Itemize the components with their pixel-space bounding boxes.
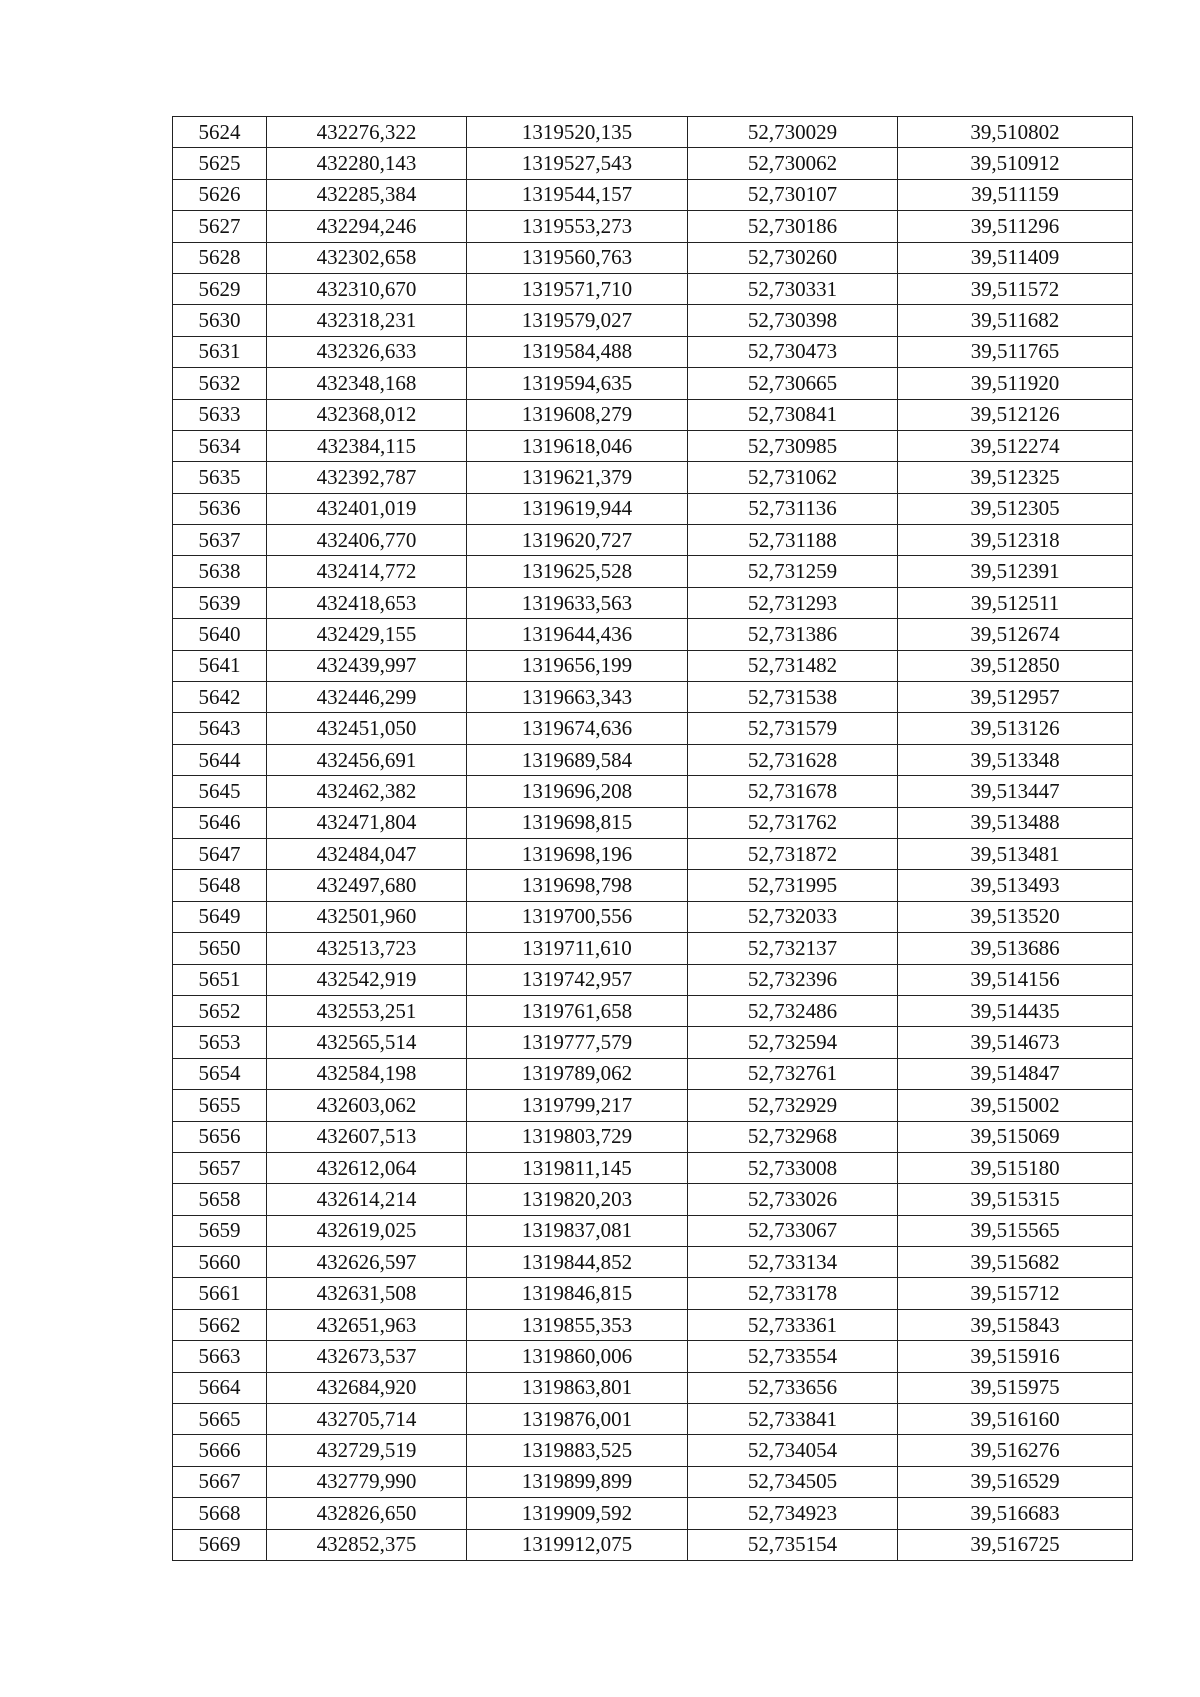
- table-row: [173, 211, 1133, 242]
- latitude-cell: 52,735154: [688, 1529, 898, 1560]
- longitude-cell: 39,514847: [898, 1058, 1133, 1089]
- longitude-cell: 39,511159: [898, 179, 1133, 210]
- longitude-cell: 39,510802: [898, 117, 1133, 148]
- y-coordinate-cell: 1319846,815: [467, 1278, 688, 1309]
- y-coordinate-cell: 1319571,710: [467, 273, 688, 304]
- table-row: [173, 901, 1133, 932]
- latitude-cell: 52,733656: [688, 1372, 898, 1403]
- latitude-cell: 52,731762: [688, 807, 898, 838]
- y-coordinate-cell: 1319621,379: [467, 462, 688, 493]
- y-coordinate-cell: 1319909,592: [467, 1498, 688, 1529]
- latitude-cell: 52,730665: [688, 368, 898, 399]
- point-number-cell: 5635: [173, 462, 267, 493]
- x-coordinate-cell: 432414,772: [267, 556, 467, 587]
- latitude-cell: 52,730107: [688, 179, 898, 210]
- table-row: [173, 399, 1133, 430]
- latitude-cell: 52,734923: [688, 1498, 898, 1529]
- longitude-cell: 39,512391: [898, 556, 1133, 587]
- table-row: [173, 1215, 1133, 1246]
- y-coordinate-cell: 1319863,801: [467, 1372, 688, 1403]
- point-number-cell: 5656: [173, 1121, 267, 1152]
- x-coordinate-cell: 432318,231: [267, 305, 467, 336]
- table-row: [173, 870, 1133, 901]
- x-coordinate-cell: 432446,299: [267, 682, 467, 713]
- y-coordinate-cell: 1319789,062: [467, 1058, 688, 1089]
- table-row: [173, 807, 1133, 838]
- longitude-cell: 39,511765: [898, 336, 1133, 367]
- x-coordinate-cell: 432484,047: [267, 838, 467, 869]
- longitude-cell: 39,512126: [898, 399, 1133, 430]
- y-coordinate-cell: 1319855,353: [467, 1309, 688, 1340]
- point-number-cell: 5665: [173, 1404, 267, 1435]
- point-number-cell: 5653: [173, 1027, 267, 1058]
- longitude-cell: 39,512511: [898, 587, 1133, 618]
- point-number-cell: 5636: [173, 493, 267, 524]
- latitude-cell: 52,730841: [688, 399, 898, 430]
- point-number-cell: 5659: [173, 1215, 267, 1246]
- longitude-cell: 39,512318: [898, 525, 1133, 556]
- table-row: [173, 148, 1133, 179]
- x-coordinate-cell: 432392,787: [267, 462, 467, 493]
- longitude-cell: 39,512850: [898, 650, 1133, 681]
- point-number-cell: 5668: [173, 1498, 267, 1529]
- x-coordinate-cell: 432280,143: [267, 148, 467, 179]
- table-row: [173, 462, 1133, 493]
- table-row: [173, 1435, 1133, 1466]
- y-coordinate-cell: 1319696,208: [467, 776, 688, 807]
- longitude-cell: 39,511920: [898, 368, 1133, 399]
- latitude-cell: 52,731259: [688, 556, 898, 587]
- longitude-cell: 39,513481: [898, 838, 1133, 869]
- x-coordinate-cell: 432348,168: [267, 368, 467, 399]
- latitude-cell: 52,732594: [688, 1027, 898, 1058]
- table-row: [173, 273, 1133, 304]
- x-coordinate-cell: 432501,960: [267, 901, 467, 932]
- x-coordinate-cell: 432651,963: [267, 1309, 467, 1340]
- table-row: [173, 1309, 1133, 1340]
- y-coordinate-cell: 1319663,343: [467, 682, 688, 713]
- latitude-cell: 52,730029: [688, 117, 898, 148]
- x-coordinate-cell: 432418,653: [267, 587, 467, 618]
- table-row: [173, 1184, 1133, 1215]
- latitude-cell: 52,733178: [688, 1278, 898, 1309]
- latitude-cell: 52,731136: [688, 493, 898, 524]
- table-row: [173, 1027, 1133, 1058]
- point-number-cell: 5624: [173, 117, 267, 148]
- longitude-cell: 39,513348: [898, 744, 1133, 775]
- y-coordinate-cell: 1319876,001: [467, 1404, 688, 1435]
- point-number-cell: 5638: [173, 556, 267, 587]
- table-row: [173, 933, 1133, 964]
- x-coordinate-cell: 432406,770: [267, 525, 467, 556]
- longitude-cell: 39,515712: [898, 1278, 1133, 1309]
- y-coordinate-cell: 1319777,579: [467, 1027, 688, 1058]
- longitude-cell: 39,511296: [898, 211, 1133, 242]
- latitude-cell: 52,733554: [688, 1341, 898, 1372]
- latitude-cell: 52,734505: [688, 1466, 898, 1497]
- point-number-cell: 5630: [173, 305, 267, 336]
- x-coordinate-cell: 432462,382: [267, 776, 467, 807]
- table-row: [173, 1278, 1133, 1309]
- point-number-cell: 5645: [173, 776, 267, 807]
- latitude-cell: 52,732033: [688, 901, 898, 932]
- y-coordinate-cell: 1319579,027: [467, 305, 688, 336]
- longitude-cell: 39,516725: [898, 1529, 1133, 1560]
- point-number-cell: 5644: [173, 744, 267, 775]
- x-coordinate-cell: 432542,919: [267, 964, 467, 995]
- point-number-cell: 5658: [173, 1184, 267, 1215]
- y-coordinate-cell: 1319625,528: [467, 556, 688, 587]
- table-row: [173, 1466, 1133, 1497]
- longitude-cell: 39,512325: [898, 462, 1133, 493]
- latitude-cell: 52,732968: [688, 1121, 898, 1152]
- table-row: [173, 1090, 1133, 1121]
- point-number-cell: 5632: [173, 368, 267, 399]
- latitude-cell: 52,730062: [688, 148, 898, 179]
- longitude-cell: 39,514156: [898, 964, 1133, 995]
- x-coordinate-cell: 432612,064: [267, 1152, 467, 1183]
- longitude-cell: 39,512674: [898, 619, 1133, 650]
- x-coordinate-cell: 432401,019: [267, 493, 467, 524]
- y-coordinate-cell: 1319803,729: [467, 1121, 688, 1152]
- y-coordinate-cell: 1319689,584: [467, 744, 688, 775]
- latitude-cell: 52,731579: [688, 713, 898, 744]
- y-coordinate-cell: 1319761,658: [467, 995, 688, 1026]
- longitude-cell: 39,513520: [898, 901, 1133, 932]
- table-row: [173, 336, 1133, 367]
- y-coordinate-cell: 1319811,145: [467, 1152, 688, 1183]
- longitude-cell: 39,515315: [898, 1184, 1133, 1215]
- table-row: [173, 650, 1133, 681]
- latitude-cell: 52,730186: [688, 211, 898, 242]
- latitude-cell: 52,731482: [688, 650, 898, 681]
- longitude-cell: 39,516683: [898, 1498, 1133, 1529]
- y-coordinate-cell: 1319618,046: [467, 430, 688, 461]
- x-coordinate-cell: 432626,597: [267, 1247, 467, 1278]
- x-coordinate-cell: 432285,384: [267, 179, 467, 210]
- y-coordinate-cell: 1319560,763: [467, 242, 688, 273]
- point-number-cell: 5655: [173, 1090, 267, 1121]
- table-row: [173, 305, 1133, 336]
- latitude-cell: 52,732396: [688, 964, 898, 995]
- x-coordinate-cell: 432779,990: [267, 1466, 467, 1497]
- longitude-cell: 39,515916: [898, 1341, 1133, 1372]
- table-row: [173, 619, 1133, 650]
- point-number-cell: 5646: [173, 807, 267, 838]
- point-number-cell: 5662: [173, 1309, 267, 1340]
- x-coordinate-cell: 432619,025: [267, 1215, 467, 1246]
- latitude-cell: 52,730398: [688, 305, 898, 336]
- longitude-cell: 39,515843: [898, 1309, 1133, 1340]
- y-coordinate-cell: 1319711,610: [467, 933, 688, 964]
- y-coordinate-cell: 1319608,279: [467, 399, 688, 430]
- latitude-cell: 52,732486: [688, 995, 898, 1026]
- x-coordinate-cell: 432673,537: [267, 1341, 467, 1372]
- point-number-cell: 5657: [173, 1152, 267, 1183]
- y-coordinate-cell: 1319820,203: [467, 1184, 688, 1215]
- latitude-cell: 52,730473: [688, 336, 898, 367]
- x-coordinate-cell: 432513,723: [267, 933, 467, 964]
- latitude-cell: 52,731628: [688, 744, 898, 775]
- y-coordinate-cell: 1319799,217: [467, 1090, 688, 1121]
- longitude-cell: 39,515682: [898, 1247, 1133, 1278]
- x-coordinate-cell: 432826,650: [267, 1498, 467, 1529]
- table-row: [173, 1121, 1133, 1152]
- y-coordinate-cell: 1319860,006: [467, 1341, 688, 1372]
- x-coordinate-cell: 432497,680: [267, 870, 467, 901]
- y-coordinate-cell: 1319656,199: [467, 650, 688, 681]
- latitude-cell: 52,733134: [688, 1247, 898, 1278]
- table-row: [173, 964, 1133, 995]
- x-coordinate-cell: 432705,714: [267, 1404, 467, 1435]
- latitude-cell: 52,732761: [688, 1058, 898, 1089]
- point-number-cell: 5629: [173, 273, 267, 304]
- latitude-cell: 52,730985: [688, 430, 898, 461]
- table-row: [173, 430, 1133, 461]
- point-number-cell: 5634: [173, 430, 267, 461]
- y-coordinate-cell: 1319700,556: [467, 901, 688, 932]
- x-coordinate-cell: 432603,062: [267, 1090, 467, 1121]
- point-number-cell: 5641: [173, 650, 267, 681]
- point-number-cell: 5628: [173, 242, 267, 273]
- x-coordinate-cell: 432565,514: [267, 1027, 467, 1058]
- x-coordinate-cell: 432553,251: [267, 995, 467, 1026]
- longitude-cell: 39,510912: [898, 148, 1133, 179]
- x-coordinate-cell: 432729,519: [267, 1435, 467, 1466]
- point-number-cell: 5631: [173, 336, 267, 367]
- x-coordinate-cell: 432302,658: [267, 242, 467, 273]
- x-coordinate-cell: 432684,920: [267, 1372, 467, 1403]
- point-number-cell: 5666: [173, 1435, 267, 1466]
- point-number-cell: 5640: [173, 619, 267, 650]
- latitude-cell: 52,733361: [688, 1309, 898, 1340]
- longitude-cell: 39,513126: [898, 713, 1133, 744]
- point-number-cell: 5669: [173, 1529, 267, 1560]
- latitude-cell: 52,731293: [688, 587, 898, 618]
- x-coordinate-cell: 432439,997: [267, 650, 467, 681]
- y-coordinate-cell: 1319844,852: [467, 1247, 688, 1278]
- latitude-cell: 52,732929: [688, 1090, 898, 1121]
- x-coordinate-cell: 432451,050: [267, 713, 467, 744]
- x-coordinate-cell: 432310,670: [267, 273, 467, 304]
- table-row: [173, 587, 1133, 618]
- table-row: [173, 179, 1133, 210]
- latitude-cell: 52,733067: [688, 1215, 898, 1246]
- y-coordinate-cell: 1319553,273: [467, 211, 688, 242]
- latitude-cell: 52,733841: [688, 1404, 898, 1435]
- point-number-cell: 5627: [173, 211, 267, 242]
- x-coordinate-cell: 432631,508: [267, 1278, 467, 1309]
- table-row: [173, 1152, 1133, 1183]
- longitude-cell: 39,511409: [898, 242, 1133, 273]
- longitude-cell: 39,515180: [898, 1152, 1133, 1183]
- x-coordinate-cell: 432852,375: [267, 1529, 467, 1560]
- x-coordinate-cell: 432456,691: [267, 744, 467, 775]
- longitude-cell: 39,516160: [898, 1404, 1133, 1435]
- longitude-cell: 39,515565: [898, 1215, 1133, 1246]
- y-coordinate-cell: 1319742,957: [467, 964, 688, 995]
- coordinates-table: [172, 116, 1133, 1561]
- table-row: [173, 1372, 1133, 1403]
- table-row: [173, 368, 1133, 399]
- table-row: [173, 493, 1133, 524]
- point-number-cell: 5654: [173, 1058, 267, 1089]
- point-number-cell: 5625: [173, 148, 267, 179]
- point-number-cell: 5651: [173, 964, 267, 995]
- latitude-cell: 52,732137: [688, 933, 898, 964]
- x-coordinate-cell: 432614,214: [267, 1184, 467, 1215]
- longitude-cell: 39,515069: [898, 1121, 1133, 1152]
- longitude-cell: 39,515002: [898, 1090, 1133, 1121]
- point-number-cell: 5660: [173, 1247, 267, 1278]
- point-number-cell: 5652: [173, 995, 267, 1026]
- latitude-cell: 52,731678: [688, 776, 898, 807]
- longitude-cell: 39,512305: [898, 493, 1133, 524]
- table-row: [173, 525, 1133, 556]
- y-coordinate-cell: 1319698,815: [467, 807, 688, 838]
- table-row: [173, 713, 1133, 744]
- latitude-cell: 52,734054: [688, 1435, 898, 1466]
- y-coordinate-cell: 1319620,727: [467, 525, 688, 556]
- latitude-cell: 52,733026: [688, 1184, 898, 1215]
- latitude-cell: 52,731062: [688, 462, 898, 493]
- x-coordinate-cell: 432607,513: [267, 1121, 467, 1152]
- longitude-cell: 39,514435: [898, 995, 1133, 1026]
- y-coordinate-cell: 1319520,135: [467, 117, 688, 148]
- coordinates-table-body: [173, 117, 1133, 1561]
- point-number-cell: 5647: [173, 838, 267, 869]
- longitude-cell: 39,513686: [898, 933, 1133, 964]
- y-coordinate-cell: 1319633,563: [467, 587, 688, 618]
- latitude-cell: 52,731188: [688, 525, 898, 556]
- y-coordinate-cell: 1319527,543: [467, 148, 688, 179]
- table-row: [173, 242, 1133, 273]
- point-number-cell: 5649: [173, 901, 267, 932]
- x-coordinate-cell: 432384,115: [267, 430, 467, 461]
- longitude-cell: 39,513488: [898, 807, 1133, 838]
- point-number-cell: 5643: [173, 713, 267, 744]
- point-number-cell: 5663: [173, 1341, 267, 1372]
- x-coordinate-cell: 432584,198: [267, 1058, 467, 1089]
- table-row: [173, 838, 1133, 869]
- latitude-cell: 52,731386: [688, 619, 898, 650]
- longitude-cell: 39,516529: [898, 1466, 1133, 1497]
- point-number-cell: 5661: [173, 1278, 267, 1309]
- longitude-cell: 39,512274: [898, 430, 1133, 461]
- latitude-cell: 52,731538: [688, 682, 898, 713]
- point-number-cell: 5626: [173, 179, 267, 210]
- latitude-cell: 52,730331: [688, 273, 898, 304]
- table-row: [173, 1058, 1133, 1089]
- x-coordinate-cell: 432276,322: [267, 117, 467, 148]
- table-row: [173, 776, 1133, 807]
- point-number-cell: 5650: [173, 933, 267, 964]
- x-coordinate-cell: 432429,155: [267, 619, 467, 650]
- point-number-cell: 5633: [173, 399, 267, 430]
- longitude-cell: 39,513447: [898, 776, 1133, 807]
- table-row: [173, 1341, 1133, 1372]
- point-number-cell: 5642: [173, 682, 267, 713]
- point-number-cell: 5639: [173, 587, 267, 618]
- point-number-cell: 5648: [173, 870, 267, 901]
- longitude-cell: 39,513493: [898, 870, 1133, 901]
- x-coordinate-cell: 432294,246: [267, 211, 467, 242]
- x-coordinate-cell: 432368,012: [267, 399, 467, 430]
- y-coordinate-cell: 1319674,636: [467, 713, 688, 744]
- y-coordinate-cell: 1319837,081: [467, 1215, 688, 1246]
- latitude-cell: 52,730260: [688, 242, 898, 273]
- table-row: [173, 682, 1133, 713]
- longitude-cell: 39,514673: [898, 1027, 1133, 1058]
- y-coordinate-cell: 1319899,899: [467, 1466, 688, 1497]
- x-coordinate-cell: 432471,804: [267, 807, 467, 838]
- y-coordinate-cell: 1319644,436: [467, 619, 688, 650]
- longitude-cell: 39,511572: [898, 273, 1133, 304]
- x-coordinate-cell: 432326,633: [267, 336, 467, 367]
- table-row: [173, 1529, 1133, 1560]
- table-row: [173, 1404, 1133, 1435]
- table-row: [173, 556, 1133, 587]
- latitude-cell: 52,733008: [688, 1152, 898, 1183]
- point-number-cell: 5667: [173, 1466, 267, 1497]
- latitude-cell: 52,731872: [688, 838, 898, 869]
- latitude-cell: 52,731995: [688, 870, 898, 901]
- y-coordinate-cell: 1319619,944: [467, 493, 688, 524]
- table-row: [173, 117, 1133, 148]
- y-coordinate-cell: 1319544,157: [467, 179, 688, 210]
- y-coordinate-cell: 1319883,525: [467, 1435, 688, 1466]
- y-coordinate-cell: 1319698,798: [467, 870, 688, 901]
- table-row: [173, 1247, 1133, 1278]
- y-coordinate-cell: 1319584,488: [467, 336, 688, 367]
- longitude-cell: 39,516276: [898, 1435, 1133, 1466]
- table-row: [173, 1498, 1133, 1529]
- longitude-cell: 39,515975: [898, 1372, 1133, 1403]
- table-row: [173, 744, 1133, 775]
- y-coordinate-cell: 1319594,635: [467, 368, 688, 399]
- point-number-cell: 5664: [173, 1372, 267, 1403]
- longitude-cell: 39,511682: [898, 305, 1133, 336]
- longitude-cell: 39,512957: [898, 682, 1133, 713]
- point-number-cell: 5637: [173, 525, 267, 556]
- table-row: [173, 995, 1133, 1026]
- y-coordinate-cell: 1319698,196: [467, 838, 688, 869]
- y-coordinate-cell: 1319912,075: [467, 1529, 688, 1560]
